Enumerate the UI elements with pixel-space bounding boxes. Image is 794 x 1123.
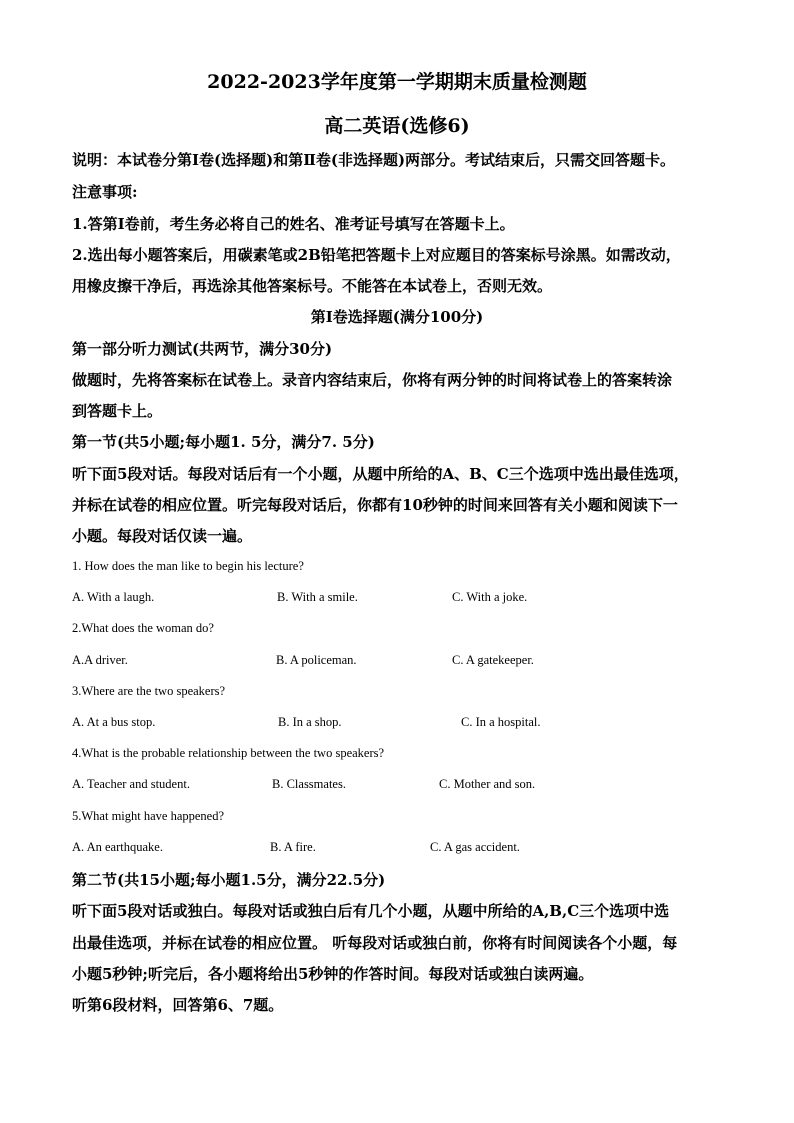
question-option-b: B. A fire.	[270, 840, 316, 854]
question-option-b: B. A policeman.	[276, 653, 357, 667]
part1-desc-line-2: 到答题卡上。	[72, 402, 163, 420]
material-6-instruction: 听第6段材料，回答第6、7题。	[72, 996, 284, 1014]
question-stem: 5.What might have happened?	[72, 809, 225, 823]
part1-heading: 第一部分听力测试(共两节，满分30分)	[72, 340, 333, 358]
question-option-c: C. A gas accident.	[430, 840, 520, 854]
question-stem: 3.Where are the two speakers?	[72, 684, 226, 698]
question-option-c: C. In a hospital.	[461, 715, 541, 729]
instruction-item-1: 1.答第Ⅰ卷前，考生务必将自己的姓名、准考证号填写在答题卡上。	[72, 215, 515, 233]
section2-desc-line-1: 听下面5段对话或独白。每段对话或独白后有几个小题，从题中所给的A,B,C三个选项中选	[72, 902, 670, 920]
question-stem: 4.What is the probable relationship between the two speakers?	[72, 746, 385, 760]
question-option-b: B. Classmates.	[272, 777, 346, 791]
question-stem: 2.What does the woman do?	[72, 621, 214, 635]
question-option-b: B. In a shop.	[278, 715, 342, 729]
question-option-a: A. An earthquake.	[72, 840, 163, 854]
section1-desc-line-2: 并标在试卷的相应位置。听完每段对话后，你都有10秒钟的时间来回答有关小题和阅读下一	[72, 496, 678, 514]
question-option-a: A. With a laugh.	[72, 590, 155, 604]
instruction-item-2-line-2: 用橡皮擦干净后，再选涂其他答案标号。不能答在本试卷上，否则无效。	[72, 277, 553, 295]
question-option-c: C. Mother and son.	[439, 777, 536, 791]
exam-subtitle: 高二英语(选修6)	[324, 115, 470, 137]
section2-desc-line-3: 小题5秒钟;听完后，各小题将给出5秒钟的作答时间。每段对话或独白读两遍。	[72, 965, 594, 983]
question-option-b: B. With a smile.	[277, 590, 358, 604]
section1-desc-line-1: 听下面5段对话。每段对话后有一个小题，从题中所给的A、B、C三个选项中选出最佳选项，	[72, 465, 689, 483]
question-option-c: C. A gatekeeper.	[452, 653, 534, 667]
section2-desc-line-2: 出最佳选项，并标在试卷的相应位置。 听每段对话或独白前，你将有时间阅读各个小题，每	[72, 934, 678, 952]
section2-heading: 第二节(共15小题;每小题1.5分，满分22.5分)	[72, 871, 386, 889]
volume1-heading: 第Ⅰ卷选择题(满分100分)	[310, 308, 484, 326]
part1-desc-line-1: 做题时，先将答案标在试卷上。录音内容结束后，你将有两分钟的时间将试卷上的答案转涂	[72, 371, 673, 389]
section1-desc-line-3: 小题。每段对话仅读一遍。	[72, 527, 253, 545]
question-option-a: A. Teacher and student.	[72, 777, 190, 791]
question-stem: 1. How does the man like to begin his lecture?	[72, 559, 304, 573]
instruction-item-2-line-1: 2.选出每小题答案后，用碳素笔或2B铅笔把答题卡上对应题目的答案标号涂黑。如需改动，	[72, 246, 681, 264]
attention-heading: 注意事项:	[72, 183, 138, 201]
question-option-c: C. With a joke.	[452, 590, 528, 604]
question-option-a: A. At a bus stop.	[72, 715, 156, 729]
exam-title: 2022-2023学年度第一学期期末质量检测题	[207, 71, 587, 93]
section1-heading: 第一节(共5小题;每小题1. 5分，满分7. 5分)	[72, 433, 375, 451]
instructions-note: 说明：本试卷分第Ⅰ卷(选择题)和第Ⅱ卷(非选择题)两部分。考试结束后，只需交回答题卡。	[72, 151, 676, 169]
question-option-a: A.A driver.	[72, 653, 128, 667]
